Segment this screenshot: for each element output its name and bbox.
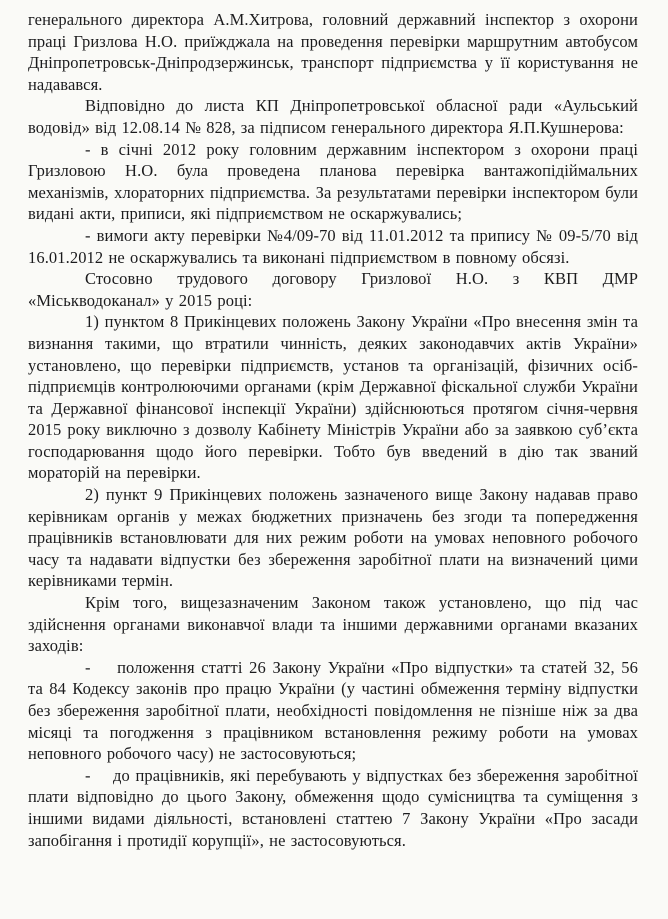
paragraph: Крім того, вищезазначеним Законом також установлено, що під час здійснення органами виконавчої влади та іншими державними органами вказаних заходів: bbox=[28, 593, 638, 656]
paragraph: генерального директора А.М.Хитрова, головний державний інспектор з охорони праці Гризлова Н.О. приїжджала на проведення перевірки маршрутним автобусом Дніпропетровськ-Дніпродзержинськ, транспорт підприємства у її користування не надавався. bbox=[28, 10, 638, 94]
paragraph: 1) пунктом 8 Прикінцевих положень Закону України «Про внесення змін та визнання такими, що втратили чинність, деяких законодавчих актів України» установлено, що перевірки підприємств, установ та організацій, фізичних осіб-підприємців контролюючими органами (крім Державної фіскальної служби України та Державної фінансової інспекції України) здійснюються протягом січня-червня 2015 року виключно з дозволу Кабінету Міністрів України або за заявкою суб’єкта господарювання щодо його перевірки. Тобто був введений в дію так званий мораторій на перевірки. bbox=[28, 312, 638, 483]
paragraph: Відповідно до листа КП Дніпропетровської обласної ради «Аульський водовід» від 12.08.14 № 828, за підписом генерального директора Я.П.Кушнерова: bbox=[28, 96, 638, 137]
paragraph: 2) пункт 9 Прикінцевих положень зазначеного вище Закону надавав право керівникам органів у межах бюджетних призначень без згоди та попередження працівників встановлювати для них режим роботи на умовах неповного робочого часу та надавати відпустки без збереження заробітної плати на визначений цими керівниками термін. bbox=[28, 485, 638, 591]
paragraph: - вимоги акту перевірки №4/09-70 від 11.01.2012 та припису № 09-5/70 від 16.01.2012 не оскаржувались та виконані підприємством в повному обсязі. bbox=[28, 225, 638, 267]
paragraph: - до працівників, які перебувають у відпустках без збереження заробітної плати відповідно до цього Закону, обмеження щодо сумісництва та суміщення з іншими видами діяльності, встановлені статтею 7 Закону України «Про засади запобігання і протидії корупції», не застосовуються. bbox=[28, 765, 638, 850]
paragraph: Стосовно трудового договору Гризлової Н.О. з КВП ДМР «Міськводоканал» у 2015 році: bbox=[28, 269, 638, 310]
paragraph: - положення статті 26 Закону України «Про відпустки» та статей 32, 56 та 84 Кодексу законів про працю України (у частині обмеження терміну відпустки без збереження заробітної плати, необхідності повідомлення не пізніше ніж за два місяці та погодження з працівником встановлення режиму роботи на умовах неповного робочого часу) не застосовуються; bbox=[28, 657, 638, 764]
paragraph: - в січні 2012 року головним державним інспектором з охорони праці Гризловою Н.О. була проведена планова перевірка вантажопідіймальних механізмів, хлораторних підприємства. За результатами перевірки інспектором були видані акти, приписи, які підприємством не оскаржувались; bbox=[28, 139, 638, 224]
